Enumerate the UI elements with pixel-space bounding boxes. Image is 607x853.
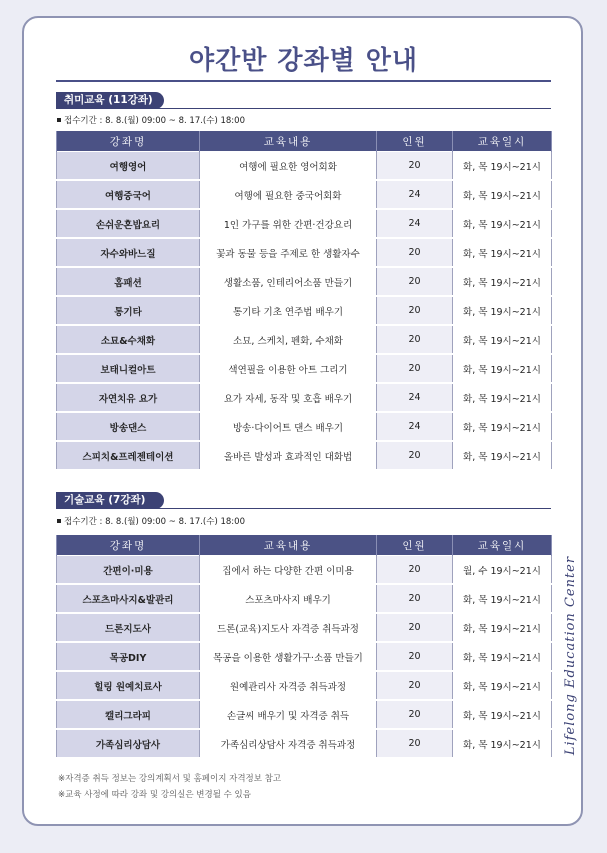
course-schedule: 화, 목 19시~21시 <box>453 441 552 470</box>
course-name: 드론지도사 <box>57 613 200 642</box>
course-schedule: 화, 목 19시~21시 <box>453 613 552 642</box>
course-capacity: 20 <box>377 152 453 181</box>
course-content: 1인 가구를 위한 간편·건강요리 <box>200 209 377 238</box>
table-row <box>57 671 552 700</box>
table-row <box>57 642 552 671</box>
course-name: 보태니컬아트 <box>57 354 200 383</box>
course-schedule: 화, 목 19시~21시 <box>453 642 552 671</box>
page-title: 야간반 강좌별 안내 <box>188 46 419 76</box>
course-capacity: 20 <box>377 584 453 613</box>
course-capacity: 20 <box>377 700 453 729</box>
col-header-content: 교육내용 <box>200 131 377 152</box>
course-capacity: 20 <box>377 642 453 671</box>
table-row <box>57 729 552 758</box>
course-schedule: 화, 목 19시~21시 <box>453 209 552 238</box>
period-text: 접수기간 : 8. 8.(월) 09:00 ~ 8. 17.(수) 18:00 <box>64 116 245 126</box>
col-header-name: 강좌명 <box>57 131 200 152</box>
course-capacity: 20 <box>377 325 453 354</box>
course-schedule: 화, 목 19시~21시 <box>453 325 552 354</box>
course-content: 방송·다이어트 댄스 배우기 <box>200 412 377 441</box>
course-capacity: 24 <box>377 412 453 441</box>
course-schedule: 화, 목 19시~21시 <box>453 584 552 613</box>
course-capacity: 20 <box>377 671 453 700</box>
table-row <box>57 412 552 441</box>
course-schedule: 화, 목 19시~21시 <box>453 267 552 296</box>
course-name: 스포츠마사지&발관리 <box>57 584 200 613</box>
title-divider <box>56 80 551 82</box>
side-text: Lifelong Education Center <box>563 555 579 755</box>
course-content: 목공을 이용한 생활가구·소품 만들기 <box>200 642 377 671</box>
section-divider-hobby <box>56 108 551 109</box>
course-capacity: 24 <box>377 180 453 209</box>
course-content: 여행에 필요한 중국어회화 <box>200 180 377 209</box>
course-content: 색연필을 이용한 아트 그리기 <box>200 354 377 383</box>
course-name: 캘리그라피 <box>57 700 200 729</box>
course-schedule: 화, 목 19시~21시 <box>453 180 552 209</box>
course-content: 생활소품, 인테리어소품 만들기 <box>200 267 377 296</box>
course-content: 손글씨 배우기 및 자격증 취득 <box>200 700 377 729</box>
course-name: 소묘&수채화 <box>57 325 200 354</box>
col-header-schedule: 교육일시 <box>453 535 552 556</box>
course-content: 드론(교육)지도사 자격증 취득과정 <box>200 613 377 642</box>
table-row <box>57 267 552 296</box>
table-row <box>57 613 552 642</box>
table-row <box>57 325 552 354</box>
course-content: 여행에 필요한 영어회화 <box>200 152 377 181</box>
course-name: 홈패션 <box>57 267 200 296</box>
bullet-icon <box>57 519 61 523</box>
table-row <box>57 354 552 383</box>
course-content: 가족심리상담사 자격증 취득과정 <box>200 729 377 758</box>
course-content: 요가 자세, 동작 및 호흡 배우기 <box>200 383 377 412</box>
course-capacity: 20 <box>377 556 453 585</box>
section-divider-technical <box>56 508 551 509</box>
footnotes <box>58 771 281 803</box>
course-content: 통기타 기초 연주법 배우기 <box>200 296 377 325</box>
table-row <box>57 556 552 585</box>
course-capacity: 20 <box>377 613 453 642</box>
course-schedule: 화, 목 19시~21시 <box>453 152 552 181</box>
col-header-capacity: 인원 <box>377 535 453 556</box>
period-technical <box>57 515 245 527</box>
course-schedule: 화, 목 19시~21시 <box>453 296 552 325</box>
course-capacity: 24 <box>377 383 453 412</box>
table-row <box>57 700 552 729</box>
course-name: 여행중국어 <box>57 180 200 209</box>
course-name: 자수와바느질 <box>57 238 200 267</box>
course-name: 힐링 원예치료사 <box>57 671 200 700</box>
course-name: 목공DIY <box>57 642 200 671</box>
course-schedule: 화, 목 19시~21시 <box>453 412 552 441</box>
table-row <box>57 296 552 325</box>
course-capacity: 20 <box>377 267 453 296</box>
course-content: 올바른 발성과 효과적인 대화법 <box>200 441 377 470</box>
footnote: ※자격증 취득 정보는 강의계획서 및 홈페이지 자격정보 참고 <box>58 774 282 784</box>
section-label-technical: 기술교육 (7강좌) <box>56 492 164 509</box>
table-row <box>57 152 552 181</box>
course-name: 자연치유 요가 <box>57 383 200 412</box>
course-name: 여행영어 <box>57 152 200 181</box>
course-content: 스포츠마사지 배우기 <box>200 584 377 613</box>
course-content: 꽃과 동물 등을 주제로 한 생활자수 <box>200 238 377 267</box>
table-row <box>57 238 552 267</box>
table-row <box>57 584 552 613</box>
course-name: 가족심리상담사 <box>57 729 200 758</box>
course-capacity: 24 <box>377 209 453 238</box>
course-name: 스피치&프레젠테이션 <box>57 441 200 470</box>
course-table-technical <box>56 535 552 759</box>
period-hobby <box>57 114 245 126</box>
course-schedule: 화, 목 19시~21시 <box>453 383 552 412</box>
course-content: 원예관리사 자격증 취득과정 <box>200 671 377 700</box>
bullet-icon <box>57 118 61 122</box>
course-schedule: 화, 목 19시~21시 <box>453 354 552 383</box>
course-name: 방송댄스 <box>57 412 200 441</box>
course-capacity: 20 <box>377 729 453 758</box>
course-content: 집에서 하는 다양한 간편 이미용 <box>200 556 377 585</box>
table-row <box>57 180 552 209</box>
course-schedule: 화, 목 19시~21시 <box>453 238 552 267</box>
side-logo-text <box>560 520 582 790</box>
table-row <box>57 209 552 238</box>
table-row <box>57 383 552 412</box>
course-schedule: 화, 목 19시~21시 <box>453 671 552 700</box>
course-content: 소묘, 스케치, 펜화, 수채화 <box>200 325 377 354</box>
course-name: 간편이·미용 <box>57 556 200 585</box>
course-capacity: 20 <box>377 354 453 383</box>
footnote: ※교육 사정에 따라 강좌 및 강의실은 변경될 수 있음 <box>58 790 251 800</box>
course-capacity: 20 <box>377 441 453 470</box>
course-schedule: 화, 목 19시~21시 <box>453 729 552 758</box>
course-capacity: 20 <box>377 296 453 325</box>
col-header-schedule: 교육일시 <box>453 131 552 152</box>
col-header-name: 강좌명 <box>57 535 200 556</box>
course-name: 손쉬운혼밥요리 <box>57 209 200 238</box>
course-capacity: 20 <box>377 238 453 267</box>
course-name: 통기타 <box>57 296 200 325</box>
course-schedule: 화, 목 19시~21시 <box>453 700 552 729</box>
col-header-capacity: 인원 <box>377 131 453 152</box>
period-text: 접수기간 : 8. 8.(월) 09:00 ~ 8. 17.(수) 18:00 <box>64 517 245 527</box>
table-row <box>57 441 552 470</box>
section-label-hobby: 취미교육 (11강좌) <box>56 92 164 109</box>
course-table-hobby <box>56 131 552 471</box>
course-schedule: 월, 수 19시~21시 <box>453 556 552 585</box>
col-header-content: 교육내용 <box>200 535 377 556</box>
